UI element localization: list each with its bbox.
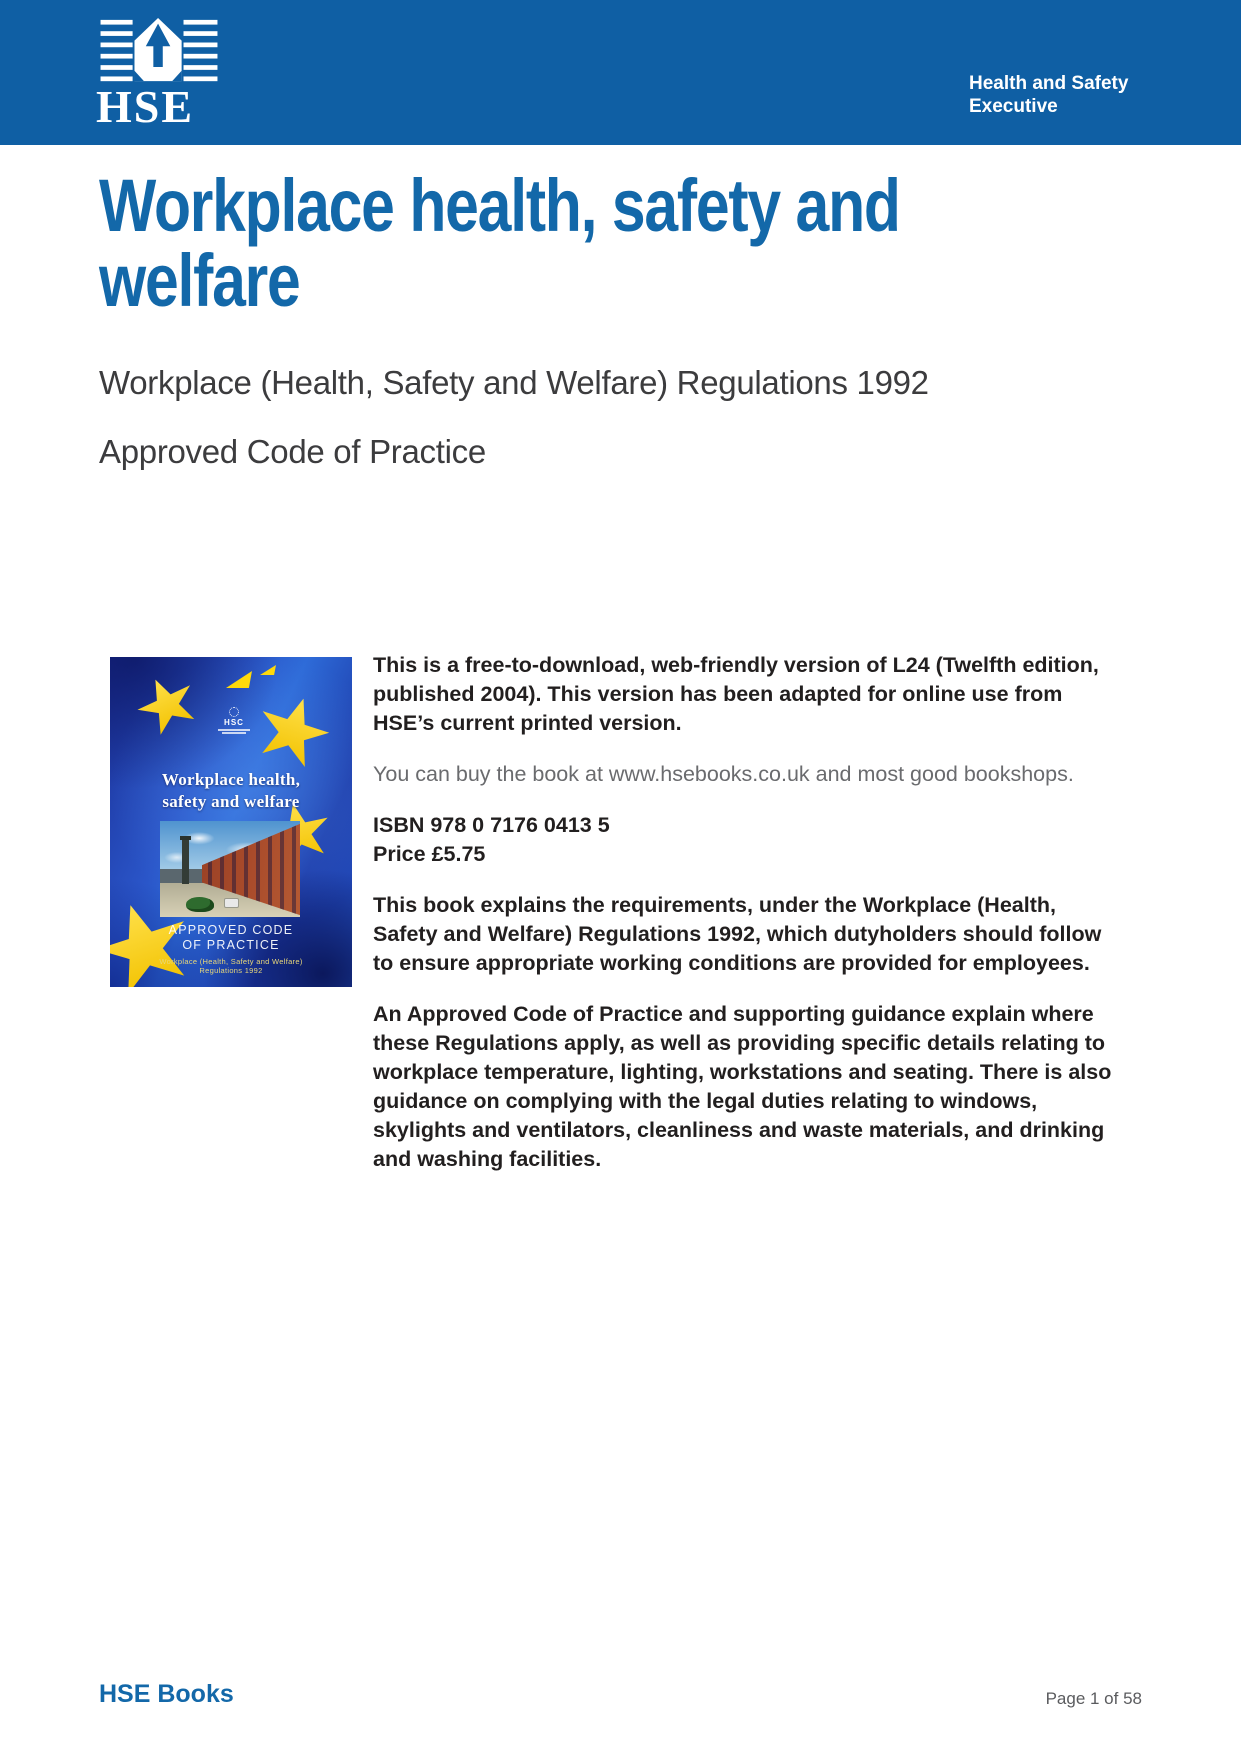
photo-van (224, 898, 239, 908)
hse-logo-icon (96, 18, 222, 84)
subtitle-approved-code: Approved Code of Practice (99, 433, 486, 470)
subtitle-regulations: Workplace (Health, Safety and Welfare) Regulations 1992 (99, 364, 929, 401)
intro-text-column (373, 651, 1125, 1196)
hse-wordmark: HSE (96, 81, 195, 132)
cover-title (110, 769, 352, 813)
cover-star-icon (249, 688, 337, 774)
hsc-emblem (211, 707, 257, 734)
hsc-flower-icon (229, 707, 239, 717)
publisher-label: HSE Books (99, 1680, 234, 1708)
header-banner (0, 0, 1241, 145)
cover-caption-line2: Regulations 1992 (199, 966, 263, 975)
org-name (969, 72, 1128, 118)
cover-factory-photo (160, 821, 300, 917)
hsc-subtext-decoration (222, 732, 246, 734)
photo-bush (186, 897, 214, 912)
page-number: Page 1 of 58 (1045, 1689, 1142, 1708)
cover-approved-code-text (110, 923, 352, 953)
approved-line2: OF PRACTICE (182, 938, 280, 952)
hsc-label: HSC (224, 718, 244, 727)
org-name-line1: Health and Safety (969, 73, 1129, 94)
hsc-subtext-decoration (218, 729, 250, 731)
cover-title-line1: Workplace health, (161, 770, 301, 789)
cover-star-icon (129, 667, 205, 741)
isbn-line: ISBN 978 0 7176 0413 5 (373, 813, 610, 837)
cover-caption-line1: Workplace (Health, Safety and Welfare) (159, 957, 303, 966)
page-title-line2: welfare (99, 239, 300, 322)
book-cover-image (110, 657, 352, 987)
cover-title-line2: safety and welfare (162, 792, 300, 811)
photo-chimney (182, 836, 189, 884)
isbn-price-block (373, 811, 1125, 869)
approved-line1: APPROVED CODE (168, 923, 294, 937)
intro-paragraph-version: This is a free-to-download, web-friendly version of L24 (Twelfth edition, published 2004). This version has been adapted for online use from HSE’s current printed version. (373, 653, 1099, 735)
cover-star-icon (226, 671, 252, 688)
intro-paragraph-acop-guidance: An Approved Code of Practice and supporting guidance explain where these Regulations apply, as well as providing specific details relating to workplace temperature, lighting, workstations and seating. There is also guidance on complying with the legal duties relating to windows, skylights and ventilators, cleanliness and waste materials, and drinking and washing facilities. (373, 1002, 1112, 1171)
intro-paragraph-buy: You can buy the book at www.hsebooks.co.uk and most good bookshops. (373, 762, 1074, 786)
org-name-line2: Executive (969, 96, 1058, 117)
cover-caption (110, 957, 352, 975)
page-title (99, 164, 1076, 322)
cover-star-icon (260, 665, 276, 675)
page-title-line1: Workplace health, safety and (99, 164, 900, 247)
hse-logo (96, 18, 224, 132)
price-line: Price £5.75 (373, 842, 486, 866)
intro-paragraph-explains: This book explains the requirements, under the Workplace (Health, Safety and Welfare) Regulations 1992, which dutyholders should follow to ensure appropriate working conditions are provided for employees. (373, 893, 1102, 975)
